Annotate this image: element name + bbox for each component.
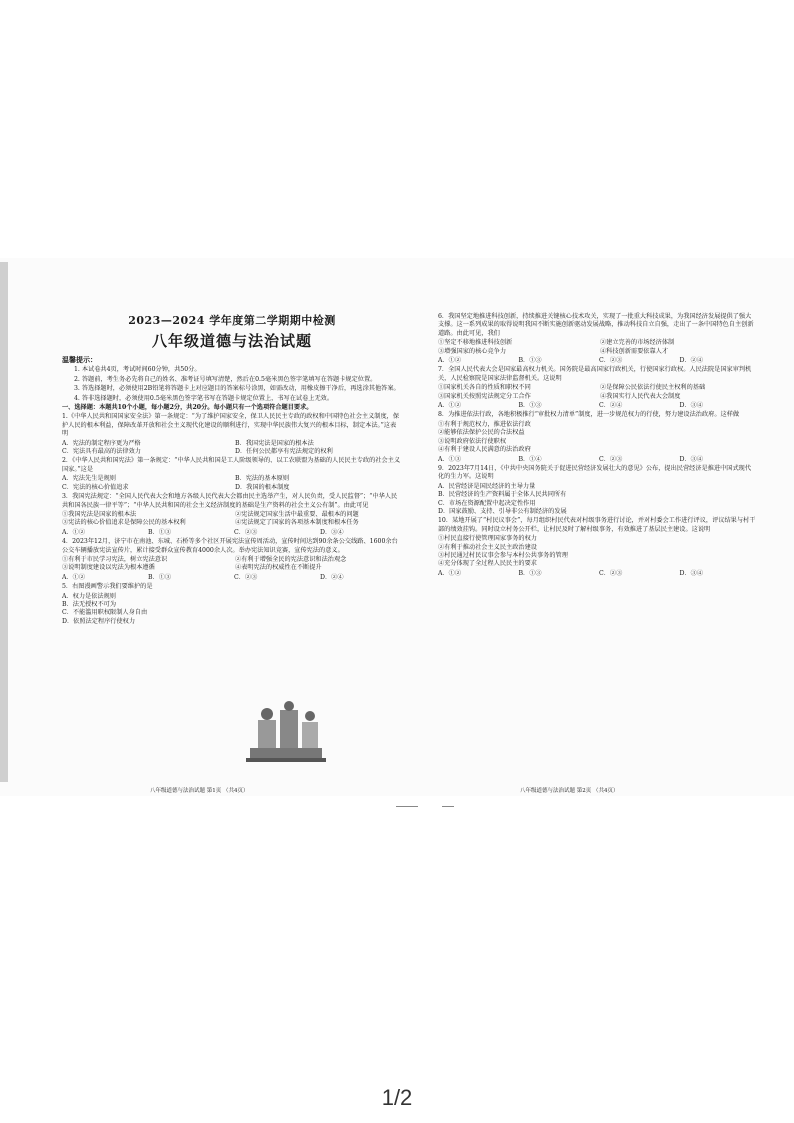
question [62, 538, 402, 573]
question [438, 411, 756, 454]
tips-heading: 温馨提示： [62, 355, 97, 364]
option-group [438, 357, 756, 365]
option-group [438, 456, 756, 464]
answer-option: A．①② [62, 573, 86, 581]
answer-option: D．③④ [679, 455, 704, 463]
answer-option: C．宪法的核心价值追求 [62, 483, 129, 491]
divider-mark [396, 806, 418, 807]
answer-option: C．②③ [234, 573, 258, 581]
answer-option: B．宪法的基本原则 [235, 475, 290, 483]
answer-option: D．③④ [320, 528, 344, 536]
answer-option: B．①③ [148, 573, 172, 581]
question [62, 493, 402, 528]
answer-option: ①坚定不移地推进科技创新 [438, 339, 513, 347]
answer-option: ②有利于推动社会主义民主政治建设 [438, 543, 537, 551]
answer-option: ①有利于市民学习宪法，树立宪法意识 [62, 555, 168, 563]
answer-option: ②有利于增强全民的宪法意识和法治观念 [235, 555, 347, 563]
answer-option: ①有利于规范权力，推进依法行政 [438, 420, 531, 428]
question-stem: 6．我国坚定地推进科技创新，持续推进关键核心技术攻关，实现了一批重大科技成果，为我国经济发展提供了强大支撑。这一系列成果的取得说明我国不断实施创新驱动发展战略，推动科技自立自强，走出了一条中国特色自主创新道路。由此可见，我们 [438, 313, 754, 337]
question [438, 402, 756, 410]
option-group [438, 570, 756, 578]
answer-option: A．权力是依法规则 [62, 592, 116, 600]
answer-option: ②能够依法保护公民的合法权益 [438, 429, 525, 437]
option-group [62, 475, 402, 492]
answer-option: ③村民通过村民议事会参与本村公共事务的管理 [438, 551, 568, 559]
answer-option: ④表明宪法的权威性在不断提升 [235, 564, 322, 572]
answer-option: ②是保障公民依法行使民主权利的基础 [600, 384, 706, 392]
answer-option: D．依照法定程序行使权力 [62, 617, 136, 625]
option-group [438, 384, 756, 401]
question [62, 574, 402, 582]
option-group [62, 556, 402, 573]
question-stem: 1.《中华人民共和国国家安全法》第一条规定：“为了维护国家安全，保卫人民民主专政的政权和中国特色社会主义制度，保护人民的根本利益，保障改革开放和社会主义现代化建设的顺利进行，实现中华民族伟大复兴的根本目标，制定本法。”这表明 [62, 413, 400, 438]
answer-option: C．②③ [599, 569, 623, 577]
answer-option: D．我国的根本制度 [235, 483, 290, 491]
answer-option: D．任何公民都享有宪法规定的权利 [235, 448, 333, 456]
answer-option: C．②③ [599, 357, 623, 365]
question [62, 457, 402, 492]
left-question-list [62, 413, 402, 626]
answer-option: B．法无授权不可为 [62, 600, 117, 608]
question [438, 357, 756, 365]
option-group [438, 483, 756, 517]
page-left-column [62, 312, 402, 626]
answer-option: ①国家机关各自的性质和职权不同 [438, 384, 531, 392]
answer-option: A．①③ [438, 455, 462, 463]
question-stem: 5．右图漫画警示我们要维护的是 [62, 583, 153, 591]
answer-option: C．宪法具有最高的法律效力 [62, 448, 141, 456]
question [438, 366, 756, 401]
tip-item: 1. 本试卷共4页，考试时间60分钟，共50分。 [74, 366, 201, 374]
answer-option: ④宪法规定了国家的各项基本制度和根本任务 [235, 519, 359, 527]
answer-option: C．不能滥用职权限制人身自由 [62, 609, 148, 617]
answer-option: D．③④ [679, 402, 704, 410]
answer-option: ③说明政府依法行使职权 [438, 437, 507, 445]
exam-title: 2023—2024 学年度第二学期期中检测 [128, 314, 336, 327]
question-stem: 3．我国宪法规定：“全国人民代表大会和地方各级人民代表大会都由民主选举产生，对人民负责，受人民监督”；“中华人民共和国各民族一律平等”；“中华人民共和国的社会主义经济制度的基础是生产资料的社会主义公有制”。由此可见 [62, 493, 398, 509]
answer-option: ③增强国家的核心竞争力 [438, 347, 507, 355]
answer-option: B．①④ [518, 455, 542, 463]
answer-option: D．③④ [679, 569, 704, 577]
answer-option: ④有利于建设人民满意的法治政府 [438, 446, 531, 454]
answer-option: D．国家鼓励、支持、引导非公有制经济的发展 [438, 507, 567, 515]
question [438, 465, 756, 516]
question [62, 413, 402, 456]
answer-option: A．①② [62, 528, 86, 536]
tip-item: 2. 答题前，考生务必先将自己的姓名、准考证号填写清楚，然后在0.5毫米黑色签字笔填写在答题卡规定位置。 [74, 375, 377, 383]
answer-option: B．①③ [518, 357, 542, 365]
cartoon-illustration [244, 700, 328, 766]
question [438, 570, 756, 578]
option-group [62, 529, 402, 537]
answer-option: A．①② [438, 569, 462, 577]
answer-option: C．市场在资源配置中起决定性作用 [438, 499, 536, 507]
question [62, 529, 402, 537]
answer-option: C．②④ [599, 402, 623, 410]
footer-page-2: 八年级道德与法治试题 第2页 （共4页） [520, 788, 619, 794]
option-group [438, 339, 756, 356]
answer-option: B．民营经济的生产资料属于全体人民共同所有 [438, 491, 567, 499]
answer-option: B．①③ [148, 528, 172, 536]
exam-subtitle: 八年级道德与法治试题 [151, 332, 312, 350]
option-group [438, 535, 756, 569]
section-heading: 一、选择题：本题共10个小题，每小题2分，共20分。每小题只有一个选项符合题目要求。 [62, 404, 313, 412]
option-group [438, 402, 756, 410]
answer-option: A．宪法的制定程序更为严格 [62, 439, 141, 447]
divider-mark [442, 806, 454, 807]
question [438, 313, 756, 356]
scan-edge-shadow [0, 262, 8, 782]
page-indicator: 1/2 [381, 1085, 413, 1110]
question-stem: 8．为推进依法行政，各地积极推行“审批权力清单”制度，进一步规范权力的行使，努力建设法治政府。这样做 [438, 411, 740, 419]
question [438, 456, 756, 464]
answer-option: A．①② [438, 402, 462, 410]
answer-option: D．②④ [320, 573, 344, 581]
answer-option: D．②④ [679, 357, 704, 365]
tip-item: 3. 答选择题时，必须使用2B铅笔将答题卡上对应题目的答案标号涂黑，如需改动，用橡皮擦干净后，再选涂其他答案。 [74, 385, 400, 393]
option-group [62, 574, 402, 582]
answer-option: B．①③ [518, 402, 542, 410]
answer-option: ④充分体现了全过程人民民主的要求 [438, 560, 537, 568]
answer-option: B．我国宪法是国家的根本法 [235, 439, 314, 447]
option-group [438, 421, 756, 455]
option-group [62, 511, 402, 528]
answer-option: ③宪法的核心价值追求是保障公民的基本权利 [62, 519, 186, 527]
option-group [62, 593, 402, 627]
answer-option: B．①③ [518, 569, 542, 577]
tips-list [62, 366, 402, 403]
question [62, 583, 402, 626]
answer-option: A．民营经济是国民经济的主导力量 [438, 482, 536, 490]
page-right-column [438, 312, 756, 578]
answer-option: ④科技创新需要依靠人才 [600, 347, 669, 355]
answer-option: ①我国宪法是国家的根本法 [62, 510, 137, 518]
answer-option: ②建立完善的市场经济体制 [600, 339, 675, 347]
answer-option: C．②③ [599, 455, 623, 463]
footer-page-1: 八年级道德与法治试题 第1页 （共4页） [150, 788, 249, 794]
question-stem: 2．《中华人民共和国宪法》第一条规定：“中华人民共和国是工人阶级领导的、以工农联盟为基础的人民民主专政的社会主义国家。”这是 [62, 457, 401, 473]
option-group [62, 440, 402, 457]
answer-option: C．②③ [234, 528, 258, 536]
answer-option: A．宪法先生是规则 [62, 475, 116, 483]
question-stem: 4．2023年12月，济宁市在南池、东城、石桥等多个社区开展宪法宣传周活动，宣传时间达到90余条公交线路、1600余台公交车辆播放宪法宣传片，累计接受群众宣传教育4000余人次。举办宪法知识竞赛，宣传宪法的意义。 [62, 538, 398, 554]
question-stem: 7．全国人民代表大会是国家最高权力机关。国务院是最高国家行政机关，行使国家行政权。人民法院是国家审判机关，人民检察院是国家法律监督机关。这说明 [438, 366, 752, 382]
right-question-list [438, 313, 756, 578]
question-stem: 9．2023年7月14日，《中共中央国务院关于促进民营经济发展壮大的意见》公布，提出民营经济是推进中国式现代化的生力军。这说明 [438, 464, 752, 481]
answer-option: ①村民直接行使管理国家事务的权力 [438, 535, 537, 543]
tip-item: 4. 答非选择题时，必须使用0.5毫米黑色签字笔书写在答题卡规定位置上，书写在试卷上无效。 [74, 394, 334, 402]
answer-option: ④我国实行人民代表大会制度 [600, 392, 681, 400]
question [438, 517, 756, 568]
answer-option: ②宪法规定国家生活中最重要、最根本的问题 [235, 510, 359, 518]
answer-option: ③国家机关按照宪法规定分工合作 [438, 392, 531, 400]
answer-option: A．①② [438, 357, 462, 365]
answer-option: ③说明制度建设以宪法为根本遵循 [62, 564, 155, 572]
question-stem: 10．某地开展了“村民议事会”，每月组织村民代表对村级事务进行讨论，并对村委会工作进行评议，评议结果与村干部的绩效挂钩。同时设立村务公开栏，让村民及时了解村级事务，有效推进了基层民主建设。这说明 [438, 517, 756, 533]
